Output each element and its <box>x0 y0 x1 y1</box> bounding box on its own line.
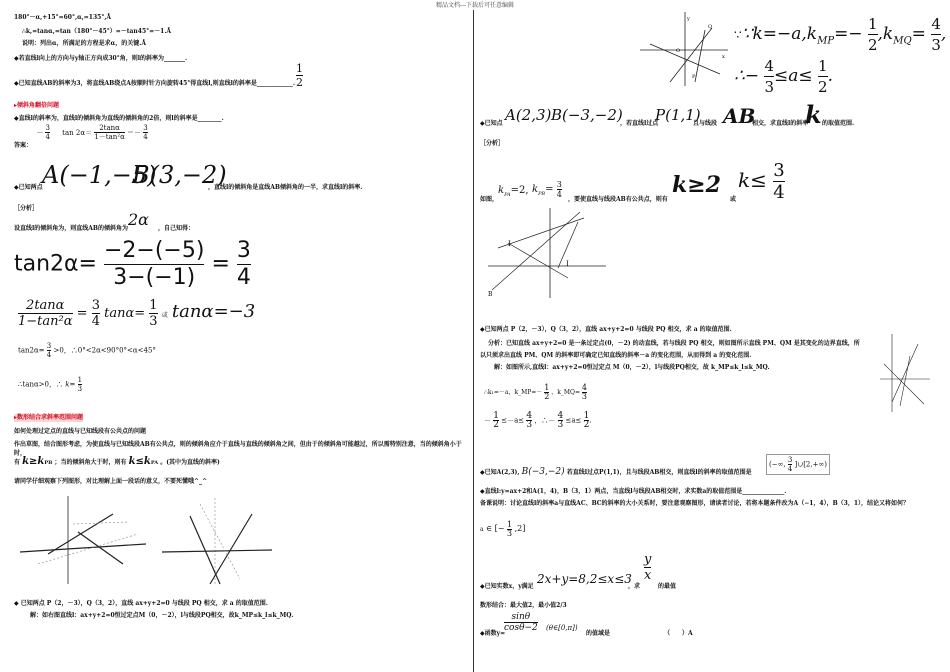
question-ab3: ◆已知直线AB的斜率为3，将直线AB绕点A按顺时针方向旋转45°得直线l,则直线l的斜率是____________. <box>14 80 295 87</box>
page-header: 精品文档---下载后可任意编辑 <box>435 2 515 9</box>
question-6-tail: 的值域是 <box>586 630 611 637</box>
section-double-angle: ▸倾斜角翻倍问题 <box>14 102 60 109</box>
question-double: ◆直线l的斜率为，直线l的倾斜角为直线的倾斜角的2倍，则l的斜率是________. <box>14 115 224 122</box>
text-line-1: 180°－α,+15°=60°,α,=135°,Å <box>14 14 112 21</box>
question-5-fraction: $\frac{y}{x}$ <box>644 552 652 583</box>
k1-values: ∴k₁=－a，k_MP=－ $\frac{1}{2}$ ，k_MQ= $\frac{4}{3}$ <box>484 383 587 401</box>
question-5-tail: 的最值 <box>658 583 677 590</box>
question-pq-solution: 解：如右图直线l：ax+y+2=0恒过定点M（0，－2），l与线段PQ相交，故k_MP≤k_l≤k_MQ. <box>30 612 294 619</box>
question-mid: ，若直线l过点 <box>620 120 659 127</box>
svg-text:I: I <box>566 260 569 268</box>
analysis-label-right: ［分析］ <box>480 140 505 147</box>
so-text: ，自己知得： <box>158 225 195 232</box>
svg-text:B: B <box>488 291 493 298</box>
question-5: ◆已知实数x，y满足 <box>480 583 534 590</box>
point-a-right: A(2,3) <box>505 106 552 124</box>
top-right-kmp: $\because\because k=-a,k_{MP}=-$ $\frac{1}{2}$ $,k_{MQ}=$ $\frac{4}{3}$ , <box>734 15 947 54</box>
svg-text:P: P <box>692 74 696 80</box>
tan-equation-2: $\frac{2\tan\alpha}{\text{1−tan²α}}$ = $\frac{3}{4}$ tanα= $\frac{1}{3}$ 或 tanα=−3 <box>18 298 256 329</box>
text-line-3: 说明：列出α，所满足的方程是求α，的关键.Å <box>22 40 146 47</box>
point-p-right: P(1,1) <box>655 106 701 124</box>
k-pb: $k_{PB}=$ $\frac{3}{4}$ <box>532 180 562 199</box>
question-6-paren: （ ）A <box>664 630 693 637</box>
question-2-analysis-1: 分析：已知直线 ax+y+2=0 是一条过定点(0，－2) 的动直线，若与线段 PQ 相交，则如图所示直线 PM、QM 是其变化的边界直线，所 <box>488 340 860 347</box>
svg-text:x: x <box>722 54 725 60</box>
question-pq: ◆ 已知两点 P（2，－3），Q（3，2），直线 ax+y+2=0 与线段 PQ 相交，求 a 的取值范围. <box>14 600 268 607</box>
analysis-label: ［分析］ <box>14 205 39 212</box>
k-pa: $k_{PA}=2$, <box>498 185 529 198</box>
tan-positive-1: tan2α= $\frac{3}{4}$ >0，∴0°<2α<90°0°<α<45° <box>18 342 156 359</box>
svg-text:O: O <box>676 48 681 54</box>
paragraph-method: 作出草图，结合图形考虑，为使直线与已知线段AB有公共点，则的倾斜角应介于直线与直线的倾斜角之间，但由于的倾斜角可能越过，所以需特别注意，当的倾斜角小于时， <box>14 441 462 457</box>
question-4-note: 备课说明：讨论直线l的斜率a与直线AC、BC的斜率的大小关系时，要注意观察图形，请读者讨论，若将本题条件改为A（−1，4），B（3，1），结论又将如何？ <box>480 500 910 507</box>
a-range: － $\frac{1}{2}$ ≤－a≤ $\frac{4}{3}$ ，∴－ $\frac{4}{3}$ ≤a≤ $\frac{1}{2}$ . <box>484 411 592 430</box>
question-4: ◆直线l:y=ax+2和A(1，4)，B（3，1）两点，当直线l与线段AB相交时，求实数a的取值范围是______________. <box>480 488 787 495</box>
diagram-lines-1 <box>18 494 148 589</box>
answer-3: (−∞, $\frac{3}{4}$ ]∪[2,+∞) <box>766 454 830 475</box>
svg-text:Q: Q <box>708 24 713 30</box>
paragraph-hint: 请同学仔细观察下列图形，对比理解上面一段话的意义，不要死懂哦^_^ <box>14 478 208 485</box>
want-text: ，要使直线与线段AB有公共点，则有 <box>568 196 668 203</box>
question-6-domain: (θ∈[0,π]) <box>546 624 578 632</box>
answer-expression: － $\frac{3}{4}$ tan 2α＝ $\frac{2\tan\alpha}{\text{1－tan²α}}$ ＝－ $\frac{3}{4}$ <box>36 124 148 141</box>
svg-text:y: y <box>687 16 690 22</box>
section-range: ▸数形结合求斜率范围问题 <box>14 414 84 421</box>
answer-label: 答案： <box>14 142 33 149</box>
question-intersect: 相交，求直线l的斜率 <box>752 120 809 127</box>
diagram-segment-ab <box>488 208 608 298</box>
text-line-2: ∴k,=tanα,=tan（180°－45°）=－tan45°=－1.Å <box>22 28 172 35</box>
answer-half: $\frac{1}{2}$ <box>296 62 303 89</box>
point-b: B(3,−2) <box>132 161 227 189</box>
segment-ab: AB <box>723 104 756 128</box>
slope-k: k <box>805 100 822 129</box>
big-tan-equation: tan2α= $\frac{-2-(-5)}{3-(-1)}$ = $\frac{3}{4}$ <box>14 238 251 290</box>
answer-5: 数形结合：最大值2，最小值2/3 <box>480 602 567 609</box>
diagram-pq-small <box>880 334 932 412</box>
question-two-rest: ，直线l的倾斜角是直线AB倾斜角的一半，求直线l的斜率. <box>208 184 363 191</box>
question-rotate: ◆若直线l向上的方向与y轴正方向成30°角，则l的斜率为_______. <box>14 55 188 62</box>
top-right-range: ∴− $\frac{4}{3}$ ≤a≤ $\frac{1}{2}$ . <box>734 57 833 96</box>
diagram-top-right <box>640 12 730 87</box>
question-5-mid: ，求 <box>628 583 641 590</box>
paragraph-common: 如何处理过定点的直线与已知线段有公共点的问题 <box>14 428 147 435</box>
paragraph-have: 有 k≥kPB ；当的倾斜角大于时，则有 k≤kPA 。(其中为直线的斜率) <box>14 456 220 467</box>
question-5-equation: 2x+y=8,2≤x≤3 <box>537 572 632 586</box>
k-le: k≤ $\frac{3}{4}$ <box>738 160 785 203</box>
question-2: ◆已知两点 P（2，－3），Q（3，2），直线 ax+y+2=0 与线段 PQ 相交，求 a 的取值范围. <box>480 326 732 333</box>
set-slope: 设直线l的倾斜角为，则直线AB的倾斜角为 <box>14 225 129 232</box>
or-text: 或 <box>730 196 737 203</box>
question-ab-label: ◆已知点 <box>480 120 503 127</box>
question-6: ◆函数y= <box>480 630 506 637</box>
question-and: 且与线段 <box>693 120 718 127</box>
question-2-analysis-2: 以只须求出直线 PM、QM 的斜率即可确定已知直线的斜率－a 的变化范围，从而得到 a 的变化范围. <box>480 352 752 359</box>
question-3: ◆已知A(2,3), B(−3,−2) 若直线l过点P(1,1)，且与线段AB相交，则直线l的斜率的取值范围是 <box>480 467 752 477</box>
question-range: 的取值范围. <box>822 120 855 127</box>
inline-figure-label: 如图， <box>480 196 499 203</box>
question-2-analysis-3: 解：如图所示,直线l：ax+y+2=0恒过定点 M（0，－2），l与线段PQ相交，故 k_MP≤k_l≤k_MQ. <box>494 364 770 371</box>
two-alpha: 2α <box>128 210 149 229</box>
point-a: A(−1,−5) <box>42 161 157 189</box>
tan-positive-2: ∴tanα>0，∴ k= $\frac{1}{3}$ <box>18 376 83 393</box>
point-b-right: B(−3,−2) <box>551 106 623 124</box>
question-6-fraction: $\frac{\sin\theta}{\cos\theta-2}$ <box>504 612 538 633</box>
k-ge-2: k≥2 <box>672 172 721 198</box>
column-divider <box>473 10 474 672</box>
diagram-lines-2 <box>160 494 275 589</box>
answer-4: a ∈ [− $\frac{1}{3}$ ,2] <box>480 519 526 538</box>
question-two-points: ◆已知两点 <box>14 184 43 191</box>
svg-text:I: I <box>508 240 511 248</box>
